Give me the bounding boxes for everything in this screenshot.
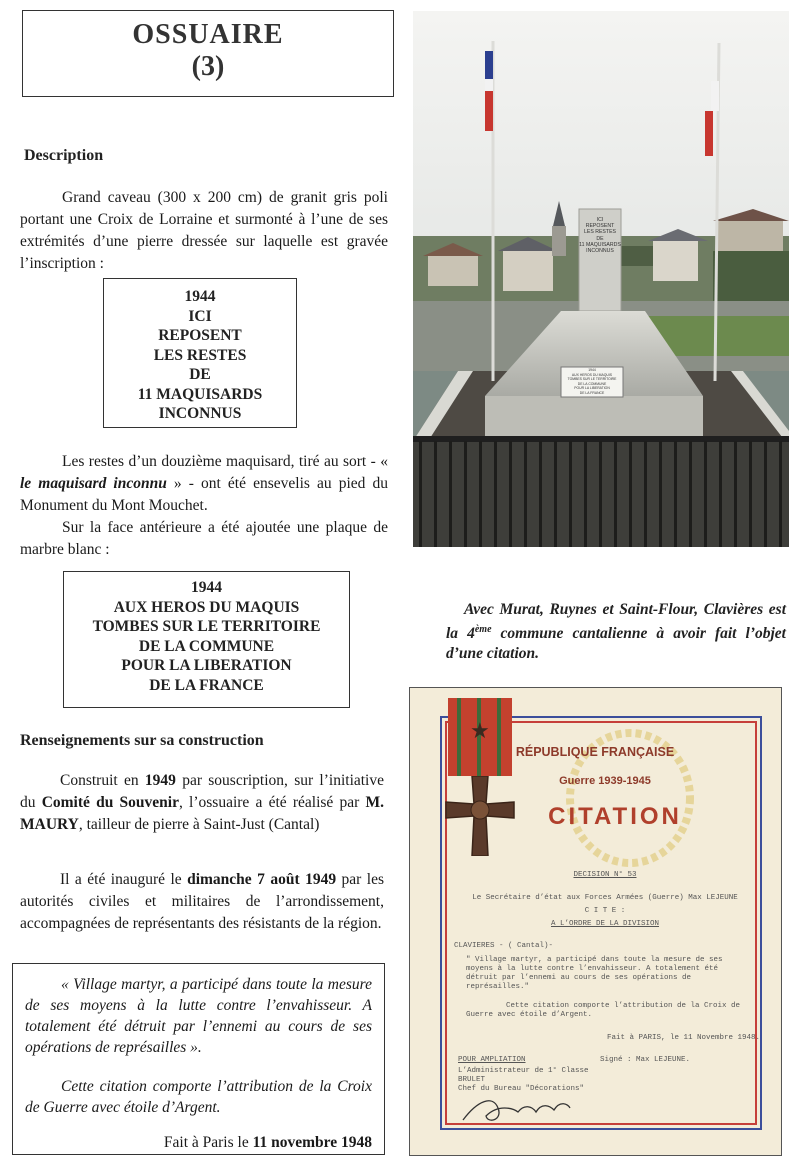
emphasis-text: le maquisard inconnu: [20, 475, 167, 492]
construction-heading: Renseignements sur sa construction: [20, 732, 264, 749]
text-run: , l’ossuaire a été réalisé par: [178, 794, 366, 811]
stele-inscription: [579, 217, 621, 254]
citation-certificate: [409, 687, 782, 1156]
fence-bar: [719, 441, 722, 547]
fence-bar: [419, 441, 422, 547]
ampliation-line: POUR AMPLIATION: [458, 1056, 526, 1064]
inscription-line: 1944: [191, 579, 222, 596]
year-text: 1949: [144, 772, 176, 789]
fence-bar: [509, 441, 512, 547]
fence-bar: [434, 441, 437, 547]
plaque-line: AUX HEROS DU MAQUIS: [571, 372, 613, 377]
stele-line: REPOSENT: [585, 223, 615, 230]
inscription-line: LES RESTES: [153, 346, 247, 364]
stele-line: INCONNUS: [586, 248, 614, 255]
stele-line: DE: [596, 235, 604, 242]
text-run: par souscription, sur l’initiative du: [20, 772, 384, 811]
secretary-line: Le Secrétaire d’état aux Forces Armées (Guerre) Max LEJEUNE: [472, 894, 738, 902]
fence-bar: [569, 441, 572, 547]
fence-bar: [779, 441, 782, 547]
page-title: OSSUAIRE: [132, 19, 284, 50]
fence-bar: [749, 441, 752, 547]
committee-text: Comité du Souvenir: [41, 794, 179, 811]
ordinal-suffix: ème: [474, 624, 492, 635]
text-run: par les autorités civiles et militaires de l’arrondissement, accompagnées de représentants des résistants de la région.: [20, 871, 384, 932]
plaque-line: DE LA COMMUNE: [577, 381, 607, 386]
construction-paragraph: [20, 770, 384, 836]
text-run: Fait à Paris le: [163, 1134, 253, 1151]
bronze-star-icon: ★: [470, 718, 490, 743]
signed-line: Signé : Max LEJEUNE.: [600, 1056, 691, 1064]
republic-heading: RÉPUBLIQUE FRANÇAISE: [515, 745, 675, 759]
inscription-line: 1944: [184, 288, 216, 305]
administrator-line: L’Administrateur de 1° Classe: [458, 1067, 589, 1075]
fence-bar: [659, 441, 662, 547]
fence-bar: [554, 441, 557, 547]
fence-bar: [614, 441, 617, 547]
citation-quote: « Village martyr, a participé dans toute la mesure de ses moyens à la lutte contre l’envahisseur. A totalement été détruit par l’ennemi au cours de ses opérations de représailles ».: [25, 976, 372, 1056]
photo-caption: [446, 600, 786, 664]
text-run: commune cantalienne à avoir fait l’objet d’une citation.: [446, 625, 786, 663]
certificate-place-date: Fait à PARIS, le 11 Novembre 1948.: [606, 1034, 760, 1042]
inscription-line: REPOSENT: [158, 327, 242, 344]
fence-bar: [629, 441, 632, 547]
plaque-line: DE LA FRANCE: [579, 390, 605, 395]
inauguration-paragraph: [20, 869, 384, 935]
builder-name: M. MAURY: [20, 794, 385, 833]
text-run: , tailleur de pierre à Saint-Just (Cantal): [78, 816, 320, 833]
inscription-line: AUX HEROS DU MAQUIS: [113, 598, 300, 616]
stele-line: LES RESTES: [583, 229, 616, 236]
inscription-line: DE LA COMMUNE: [138, 637, 275, 655]
inscription-line: INCONNUS: [158, 405, 242, 422]
citation-body: " Village martyr, a participé dans toute la mesure de ses moyens à la lutte contre l’envahisseur. A totalement été détruit par l’ennemi au cours de ses opérations de représailles.": [466, 956, 723, 991]
inauguration-date: dimanche 7 août 1949: [187, 871, 337, 888]
title-box: [22, 10, 394, 97]
certificate-attribution: Cette citation comporte l’attribution de la Croix de Guerre avec étoile d’Argent.: [466, 1002, 741, 1019]
handwritten-signature: [458, 1090, 578, 1130]
war-heading: Guerre 1939-1945: [559, 775, 651, 787]
inscription-line: DE: [189, 366, 211, 383]
inscription-box-1: [103, 278, 297, 428]
fence-bar: [704, 441, 707, 547]
fence-bar: [734, 441, 737, 547]
administrator-line: Chef du Bureau "Décorations": [458, 1085, 585, 1093]
citation-date: 11 novembre 1948: [252, 1134, 372, 1151]
stele-line: ICI: [596, 217, 604, 223]
citation-signature-line: [25, 1134, 372, 1152]
fence-bar: [674, 441, 677, 547]
text-run: Avec Murat, Ruynes et Saint-Flour, Clavières est la 4: [446, 601, 786, 643]
town-line: CLAVIERES - ( Cantal)-: [454, 942, 554, 950]
fence-bar: [689, 441, 692, 547]
description-paragraph: Grand caveau (300 x 200 cm) de granit gris poli portant une Croix de Lorraine et surmonté à l’une de ses extrémités d’une pierre dressée sur laquelle est gravée l’inscription :: [20, 189, 388, 272]
inscription-line: TOMBES SUR LE TERRITOIRE: [92, 618, 321, 635]
fence-bar: [464, 441, 467, 547]
plaque-line: POUR LA LIBERATION: [574, 386, 610, 391]
page-subtitle: (3): [191, 51, 225, 82]
text-run: Les restes d’un douzième maquisard, tiré au sort - «: [62, 453, 388, 470]
croix-de-guerre-icon: [442, 776, 518, 856]
text-run: Il a été inauguré le: [60, 871, 188, 888]
unknown-maquisard-paragraph: [20, 451, 388, 517]
fence-bar: [599, 441, 602, 547]
fence-bar: [524, 441, 527, 547]
inscription-line: DE LA FRANCE: [149, 676, 264, 694]
stele-line: 11 MAQUISARDS: [579, 241, 621, 248]
iron-fence: [413, 441, 789, 547]
inscription-line: 11 MAQUISARDS: [137, 385, 263, 403]
fence-bar: [539, 441, 542, 547]
inscription-line: ICI: [188, 307, 212, 325]
administrator-line: BRULET: [458, 1076, 486, 1084]
citation-attribution: Cette citation comporte l’attribution de la Croix de Guerre avec étoile d’Argent.: [25, 1078, 372, 1116]
decision-number: DECISION N° 53: [573, 871, 637, 879]
inscription-box-2: [63, 571, 350, 708]
cite-line: C I T E :: [584, 907, 626, 915]
citation-quote-box: [12, 963, 385, 1155]
monument-photo: [413, 11, 789, 547]
fence-bar: [479, 441, 482, 547]
text-run: Construit en: [60, 772, 145, 789]
description-heading: Description: [24, 147, 104, 164]
fence-bar: [644, 441, 647, 547]
plaque-paragraph: Sur la face antérieure a été ajoutée une plaque de marbre blanc :: [20, 519, 388, 558]
plaque-line: 1944: [588, 368, 596, 372]
text-run: » - ont été ensevelis au pied du Monument du Mont Mouchet.: [20, 475, 388, 514]
fence-bar: [494, 441, 497, 547]
marble-plaque-text: [562, 368, 622, 396]
inscription-line: POUR LA LIBERATION: [121, 657, 292, 674]
fence-bar: [764, 441, 767, 547]
fence-bar: [584, 441, 587, 547]
citation-heading: CITATION: [548, 803, 682, 830]
fence-bar: [449, 441, 452, 547]
plaque-line: TOMBES SUR LE TERRITOIRE: [567, 377, 617, 382]
order-line: A L’ORDRE DE LA DIVISION: [550, 920, 660, 928]
